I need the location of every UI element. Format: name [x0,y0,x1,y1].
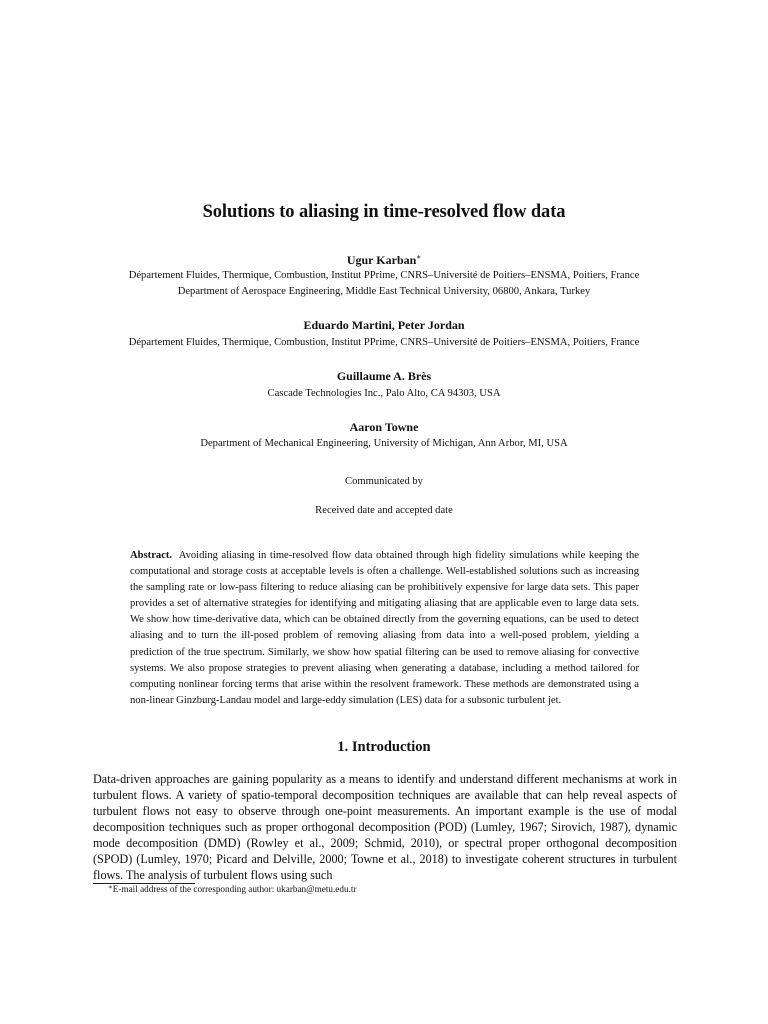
abstract [130,548,639,709]
affiliation-line: Department of Aerospace Engineering, Middle East Technical University, 06800, Ankara, Turkey [177,286,591,297]
footnote-mark: ∗ [108,883,113,891]
affiliation-line: Department of Mechanical Engineering, University of Michigan, Ann Arbor, MI, USA [200,438,568,449]
section-heading: 1. Introduction [337,739,431,755]
received-date: Received date and accepted date [315,505,453,516]
affiliation-block-karban [0,268,768,300]
footnote-text: E-mail address of the corresponding author: ukarban@metu.edu.tr [112,884,357,894]
author-name: Eduardo Martini, Peter Jordan [303,318,465,332]
affiliation-line: Département Fluides, Thermique, Combustion, Institut PPrime, CNRS–Université de Poitiers–ENSMA, Poitiers, France [128,270,640,281]
affiliation-block-bres [0,386,768,402]
author-name: Guillaume A. Brès [336,369,432,383]
author-bres [0,369,768,384]
paper-title: Solutions to aliasing in time-resolved flow data [202,202,566,222]
communicated-by: Communicated by [345,476,423,487]
affiliation-line: Cascade Technologies Inc., Palo Alto, CA 94303, USA [267,388,501,399]
footnote [108,884,356,894]
author-name: Ugur Karban [346,253,417,267]
introduction-paragraph: Data-driven approaches are gaining popularity as a means to identify and understand different mechanisms at work in turbulent flows. A variety of spatio-temporal decomposition techniques are available that can help reveal aspects of turbulent flows not easy to observe through one-point measurements. An important example is the use of modal decomposition techniques such as proper orthogonal decomposition (POD) (Lumley, 1967; Sirovich, 1987), dynamic mode decomposition (DMD) (Rowley et al., 2009; Schmid, 2010), or spectral proper orthogonal decomposition (SPOD) (Lumley, 1970; Picard and Delville, 2000; Towne et al., 2018) to investigate coherent structures in turbulent flows. The analysis of turbulent flows using such [93,772,677,882]
author-towne [0,420,768,435]
abstract-text: Avoiding aliasing in time-resolved flow data obtained through high fidelity simulations while keeping the computational and storage costs at acceptable levels is often a challenge. Well-established solutions such as increasing the sampling rate or low-pass filtering to reduce aliasing can be prohibitively expensive for large data sets. This paper provides a set of alternative strategies for identifying and mitigating aliasing that are applicable even to large data sets. We show how time-derivative data, which can be obtained directly from the governing equations, can be used to detect aliasing and to turn the ill-posed problem of removing aliasing from data into a well-posed problem, yielding a prediction of the true spectrum. Similarly, we show how spatial filtering can be used to remove aliasing for convective systems. We also propose strategies to prevent aliasing when generating a database, including a method tailored for computing nonlinear forcing terms that arise within the resolvent framework. These methods are demonstrated using a non-linear Ginzburg-Landau model and large-eddy simulation (LES) data for a subsonic turbulent jet. [130,550,639,706]
author-karban [0,253,768,268]
affiliation-block-martini-jordan [0,335,768,351]
author-martini-jordan [0,318,768,333]
abstract-label: Abstract. [130,550,173,561]
footnote-mark: ∗ [416,253,422,261]
affiliation-line: Département Fluides, Thermique, Combustion, Institut PPrime, CNRS–Université de Poitiers–ENSMA, Poitiers, France [128,337,640,348]
affiliation-block-towne [0,436,768,452]
author-name: Aaron Towne [349,420,419,434]
